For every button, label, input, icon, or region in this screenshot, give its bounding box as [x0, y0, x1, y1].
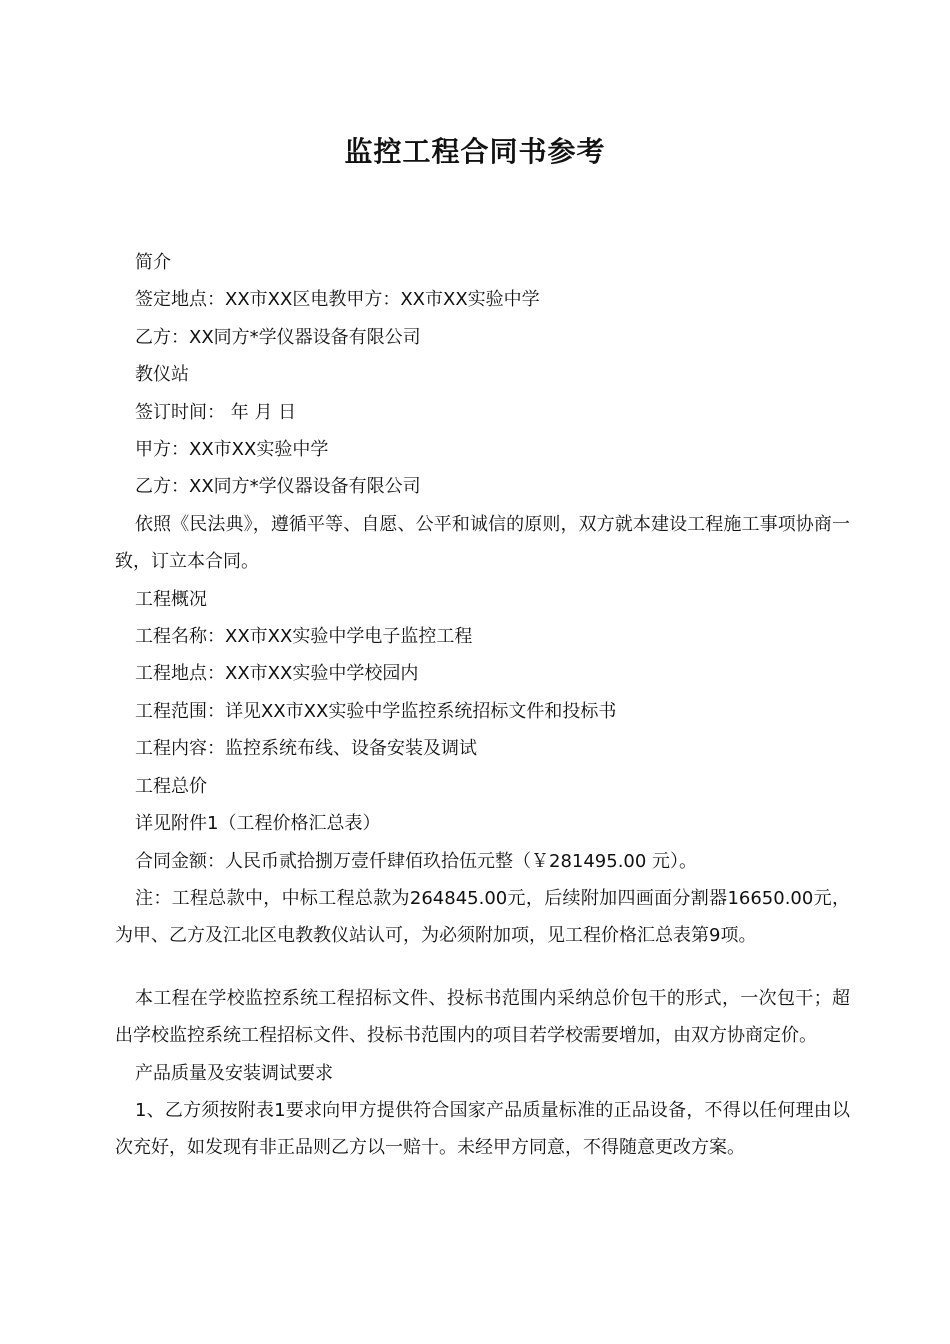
party-a-line: 甲方：XX市XX实验中学	[135, 439, 329, 461]
project-content-line: 工程内容：监控系统布线、设备安装及调试	[135, 738, 477, 760]
note-paragraph: 注：工程总款中，中标工程总款为264845.00元，后续附加四画面分割器16650.00元，为甲、乙方及江北区电教教仪站认可，为必须附加项，见工程价格汇总表第9项。	[115, 887, 850, 947]
party-b-line-2: 乙方：XX同方*学仪器设备有限公司	[135, 476, 421, 498]
document-title: 监控工程合同书参考	[344, 135, 606, 168]
document-body	[115, 244, 850, 1167]
signing-date-line: 签订时间： 年 月 日	[135, 401, 297, 423]
party-b-line: 乙方：XX同方*学仪器设备有限公司	[135, 326, 421, 348]
section-heading-total-price: 工程总价	[135, 775, 207, 797]
section-heading-intro: 简介	[135, 252, 171, 273]
lump-sum-paragraph: 本工程在学校监控系统工程招标文件、投标书范围内采纳总价包干的形式，一次包干；超出学校监控系统工程招标文件、投标书范围内的项目若学校需要增加，由双方协商定价。	[115, 987, 850, 1047]
signing-place-line: 签定地点：XX市XX区电教甲方：XX市XX实验中学	[135, 289, 540, 311]
quality-clause-1: 1、乙方须按附表1要求向甲方提供符合国家产品质量标准的正品设备，不得以任何理由以次充好，如发现有非正品则乙方以一赔十。未经甲方同意，不得随意更改方案。	[115, 1099, 850, 1159]
preamble-paragraph: 依照《民法典》，遵循平等、自愿、公平和诚信的原则，双方就本建设工程施工事项协商一致，订立本合同。	[115, 513, 850, 573]
section-heading-quality: 产品质量及安装调试要求	[135, 1062, 333, 1084]
project-scope-line: 工程范围：详见XX市XX实验中学监控系统招标文件和投标书	[135, 700, 617, 722]
contract-amount-line: 合同金额：人民币贰拾捌万壹仟肆佰玖拾伍元整（￥281495.00 元）。	[135, 850, 698, 872]
attachment-reference-line: 详见附件1（工程价格汇总表）	[135, 813, 381, 835]
paragraph-spacer	[115, 955, 850, 980]
station-line: 教仪站	[135, 364, 189, 386]
project-location-line: 工程地点：XX市XX实验中学校园内	[135, 663, 419, 685]
section-heading-overview: 工程概况	[135, 588, 207, 610]
project-name-line: 工程名称：XX市XX实验中学电子监控工程	[135, 626, 473, 648]
